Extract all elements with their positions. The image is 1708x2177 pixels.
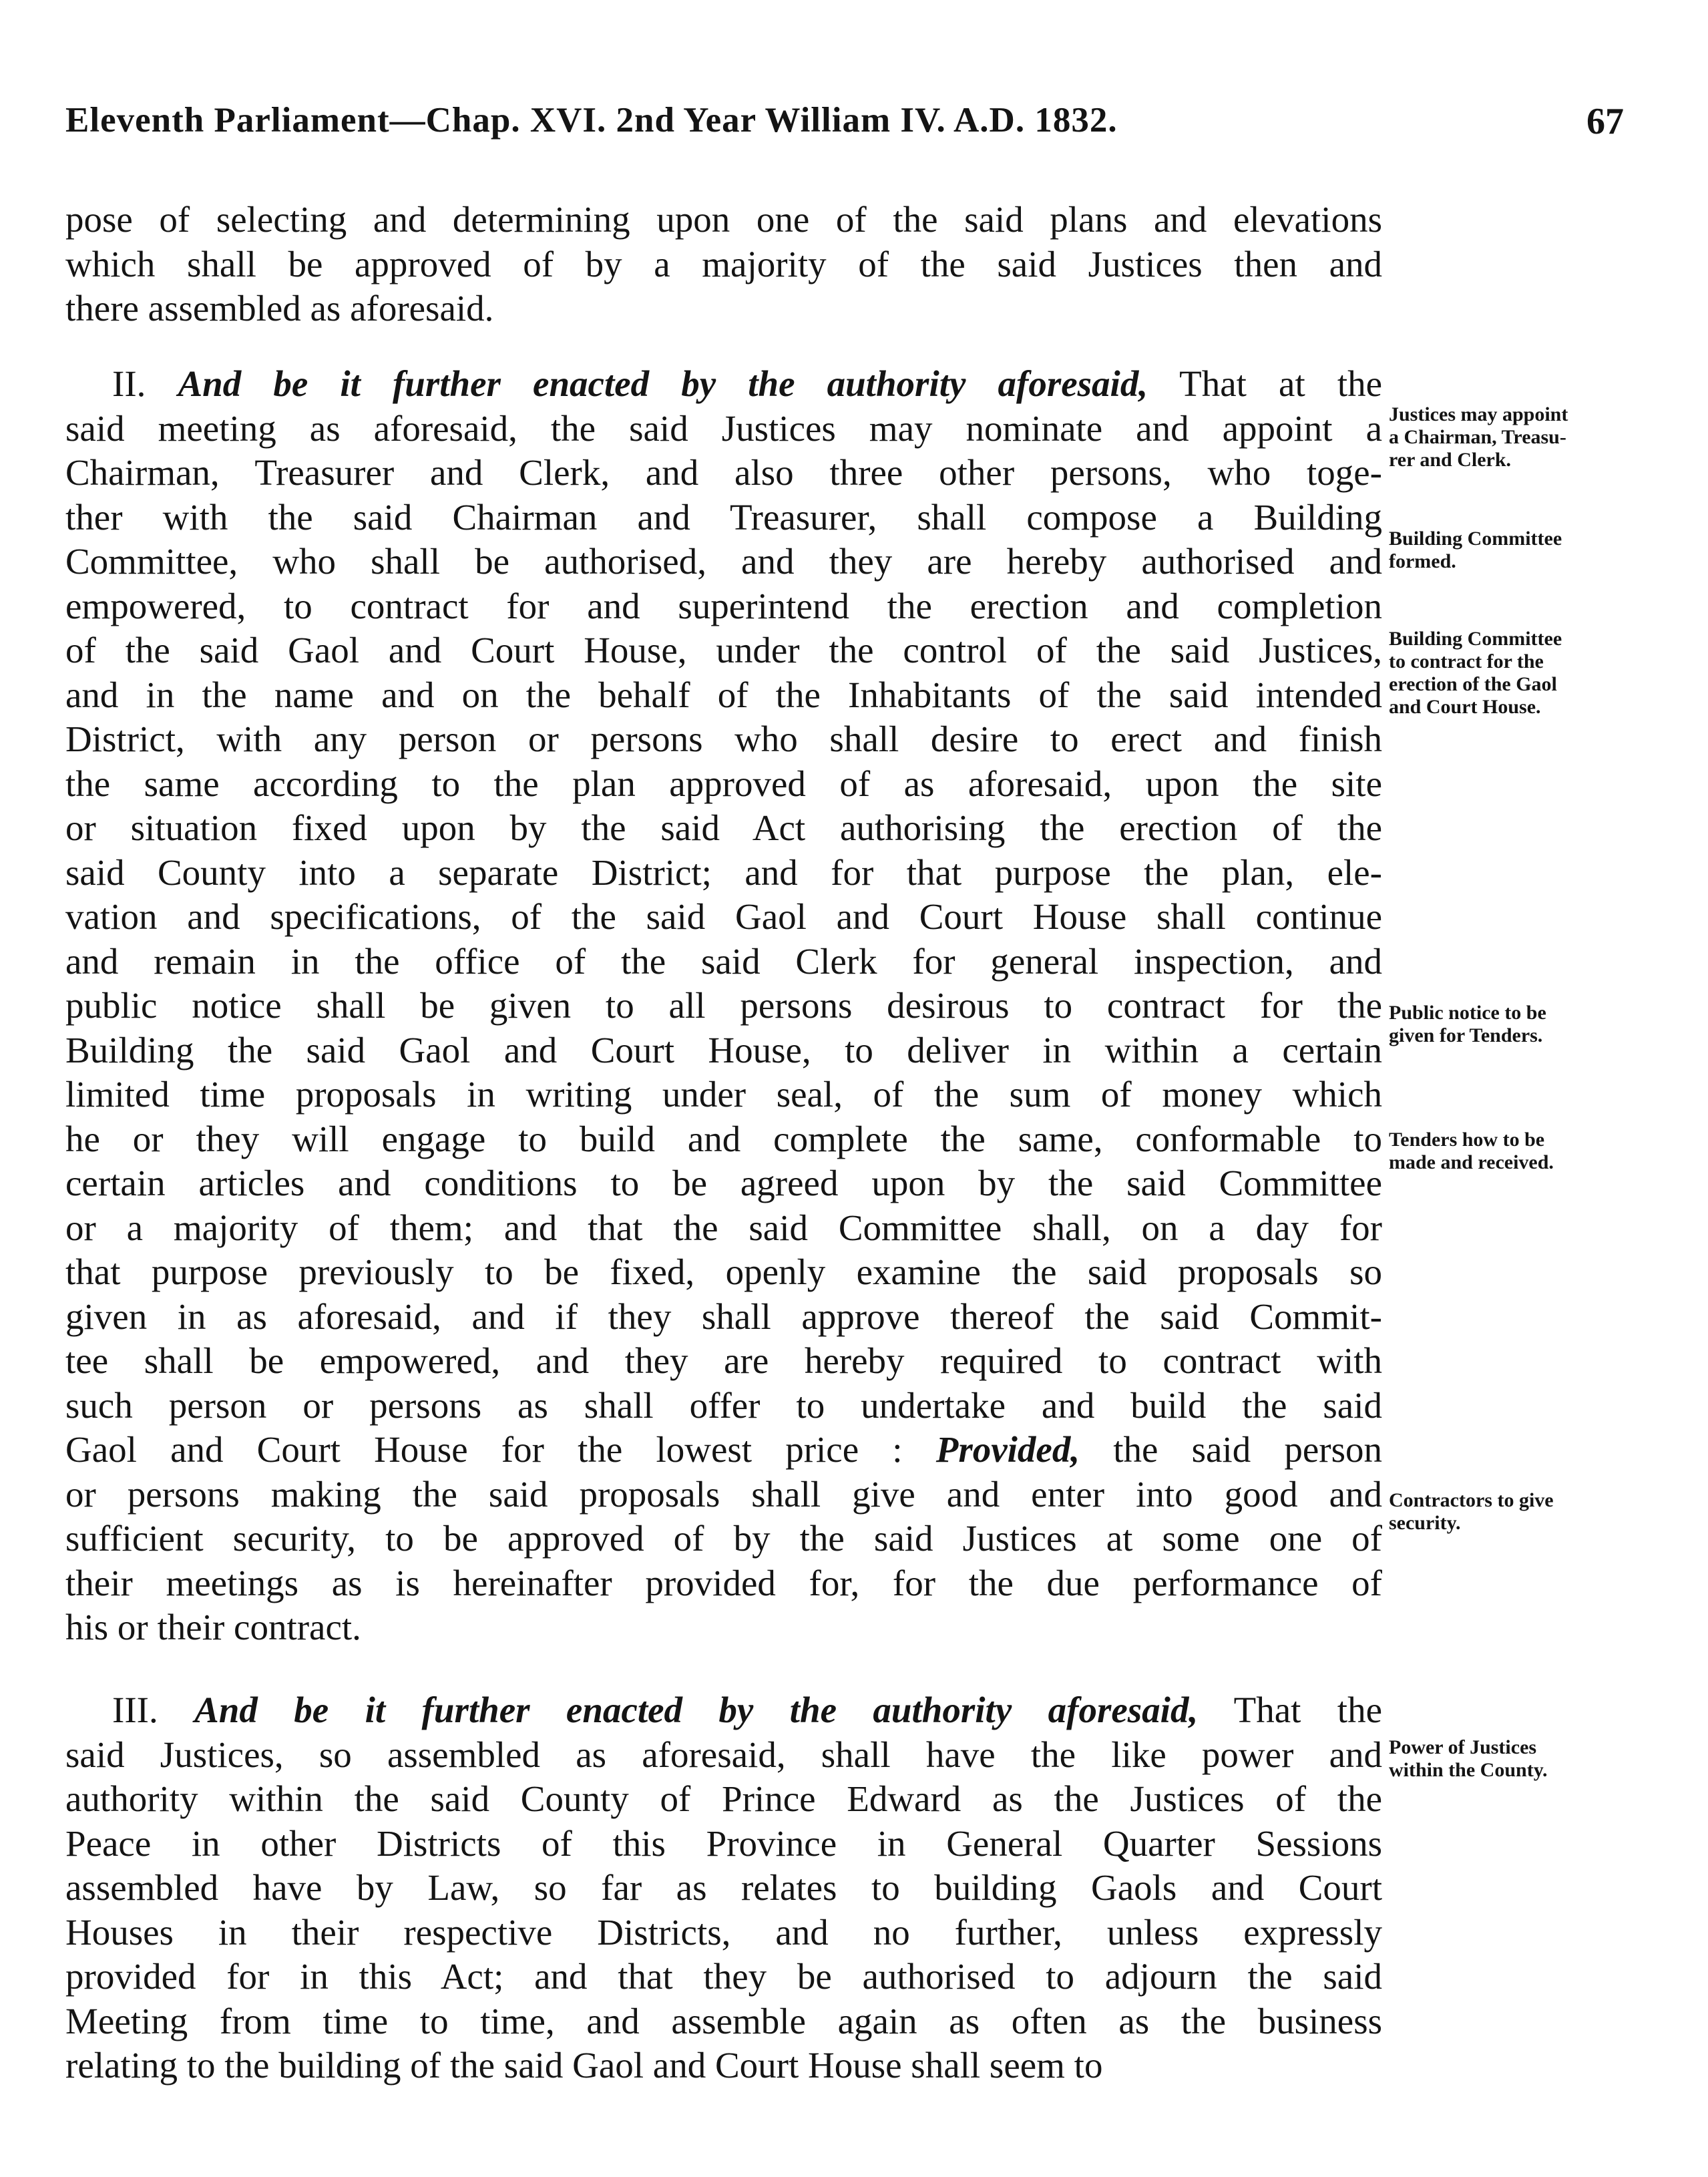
text-line: said Justices, so assembled as aforesaid, shall have the like power and: [65, 1734, 1382, 1775]
text-line: he or they will engage to build and complete the same, conformable to: [65, 1118, 1382, 1159]
section-ii-number: II.: [112, 363, 146, 404]
text-line: said County into a separate District; and for that purpose the plan, ele-: [65, 851, 1382, 893]
section-iii-enacting-clause: And be it further enacted by the authority aforesaid,: [194, 1690, 1199, 1730]
page-number: 67: [1586, 101, 1624, 142]
section-ii-opening-tail: That at the: [1179, 363, 1382, 404]
margin-note-public-notice: Public notice to be given for Tenders.: [1389, 1002, 1546, 1046]
text-line: sufficient security, to be approved of by the said Justices at some one of: [65, 1518, 1382, 1559]
proviso-word: Provided,: [935, 1429, 1080, 1470]
section-ii-opening-line: [65, 362, 1382, 407]
text-line: authority within the said County of Prince Edward as the Justices of the: [65, 1778, 1382, 1819]
text-line: or persons making the said proposals shall give and enter into good and: [65, 1473, 1382, 1515]
text-line: District, with any person or persons who shall desire to erect and finish: [65, 719, 1382, 759]
text-line: assembled have by Law, so far as relates to building Gaols and Court: [65, 1867, 1382, 1908]
text-line: Chairman, Treasurer and Clerk, and also three other persons, who toge-: [65, 452, 1382, 493]
text-line: Committee, who shall be authorised, and they are hereby authorised and: [65, 541, 1382, 582]
text-line: given in as aforesaid, and if they shall approve thereof the said Commit-: [65, 1296, 1382, 1337]
text-line: there assembled as aforesaid.: [65, 288, 494, 329]
text-line: such person or persons as shall offer to undertake and build the said: [65, 1384, 1382, 1426]
proviso-pre: Gaol and Court House for the lowest price :: [65, 1429, 903, 1470]
text-line: said meeting as aforesaid, the said Justices may nominate and appoint a: [65, 407, 1382, 449]
section-iii-opening-line: [65, 1688, 1382, 1733]
text-line: and remain in the office of the said Clerk for general inspection, and: [65, 940, 1382, 982]
proviso-post: the said person: [1113, 1429, 1382, 1470]
text-line: which shall be approved of by a majority of the said Justices then and: [65, 243, 1382, 284]
text-line: Meeting from time to time, and assemble again as often as the business: [65, 2000, 1382, 2041]
text-line: ther with the said Chairman and Treasurer, shall compose a Building: [65, 496, 1382, 538]
text-line: relating to the building of the said Gaol and Court House shall seem to: [65, 2045, 1103, 2086]
margin-note-tenders: Tenders how to be made and received.: [1389, 1129, 1554, 1173]
section-iii: [65, 1688, 1382, 2088]
text-line: that purpose previously to be fixed, openly examine the said proposals so: [65, 1251, 1382, 1292]
text-line: and in the name and on the behalf of the Inhabitants of the said intended: [65, 674, 1382, 715]
text-line: his or their contract.: [65, 1607, 361, 1647]
proviso-line: [65, 1428, 1382, 1472]
text-line: or situation fixed upon by the said Act authorising the erection of the: [65, 807, 1382, 848]
margin-note-appoint-officers: Justices may appoint a Chairman, Treasu- rer and Clerk.: [1389, 403, 1568, 471]
text-line: tee shall be empowered, and they are hereby required to contract with: [65, 1340, 1382, 1381]
paragraph-continuation: [65, 198, 1382, 331]
running-header: Eleventh Parliament—Chap. XVI. 2nd Year William IV. A.D. 1832.: [65, 101, 1118, 140]
section-iii-number: III.: [112, 1690, 158, 1730]
section-ii: [65, 362, 1382, 1650]
text-line: Building the said Gaol and Court House, to deliver in within a certain: [65, 1029, 1382, 1070]
text-line: public notice shall be given to all persons desirous to contract for the: [65, 985, 1382, 1026]
margin-note-committee-formed: Building Committee formed.: [1389, 528, 1562, 572]
text-line: their meetings as is hereinafter provided for, for the due performance of: [65, 1562, 1382, 1603]
section-iii-opening-tail: That the: [1233, 1690, 1382, 1730]
margin-note-contractors-security: Contractors to give security.: [1389, 1489, 1554, 1534]
text-line: certain articles and conditions to be agreed upon by the said Committee: [65, 1163, 1382, 1203]
text-line: Houses in their respective Districts, and no further, unless expressly: [65, 1911, 1382, 1953]
text-line: empowered, to contract for and superintend the erection and completion: [65, 585, 1382, 626]
text-line: the same according to the plan approved of as aforesaid, upon the site: [65, 763, 1382, 804]
text-line: vation and specifications, of the said Gaol and Court House shall continue: [65, 896, 1382, 937]
text-line: limited time proposals in writing under seal, of the sum of money which: [65, 1074, 1382, 1115]
section-ii-enacting-clause: And be it further enacted by the authority aforesaid,: [178, 363, 1148, 404]
margin-note-committee-contract: Building Committee to contract for the erection of the Gaol and Court House.: [1389, 628, 1562, 718]
margin-note-power-of-justices: Power of Justices within the County.: [1389, 1736, 1548, 1781]
text-line: provided for in this Act; and that they be authorised to adjourn the said: [65, 1956, 1382, 1997]
text-line: of the said Gaol and Court House, under the control of the said Justices,: [65, 630, 1382, 670]
text-line: Peace in other Districts of this Province in General Quarter Sessions: [65, 1822, 1382, 1864]
text-line: pose of selecting and determining upon one of the said plans and elevations: [65, 199, 1382, 240]
text-line: or a majority of them; and that the said Committee shall, on a day for: [65, 1207, 1382, 1248]
